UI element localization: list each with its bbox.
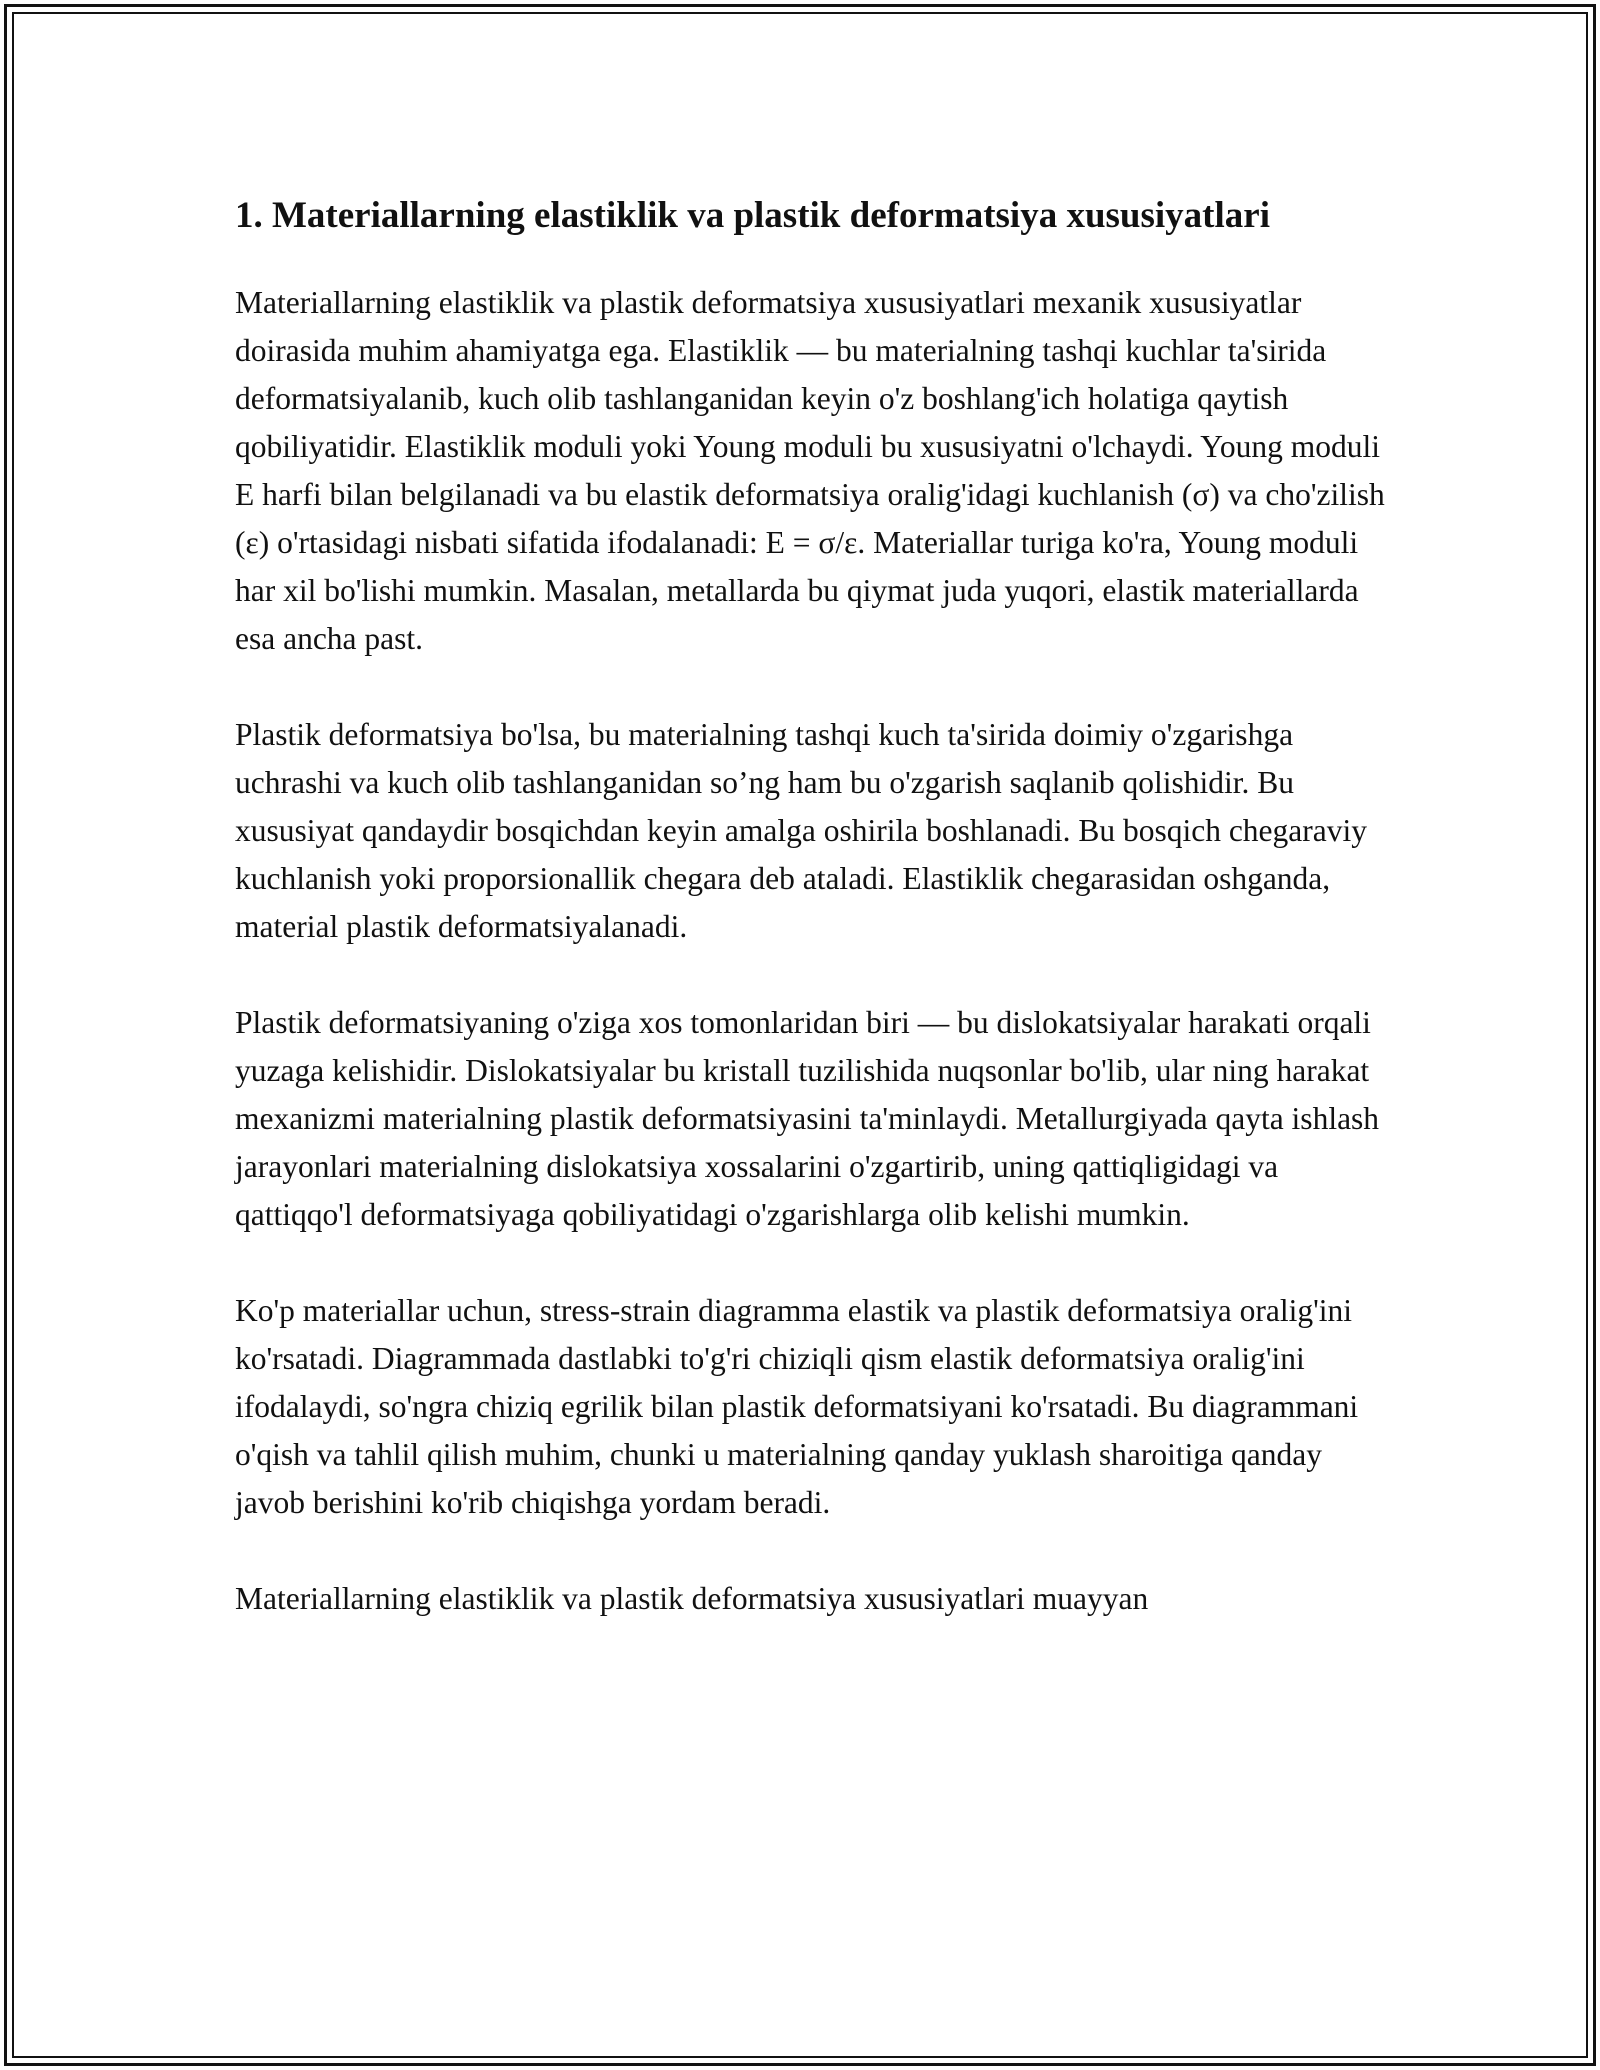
paragraph-plastic-deformation: Plastik deformatsiya bo'lsa, bu materialning tashqi kuch ta'sirida doimiy o'zgarishga uchrashi va kuch olib tashlanganidan so’ng ham bu o'zgarish saqlanib qolishidir. Bu xususiyat qandaydir bosqichdan keyin amalga oshirila boshlanadi. Bu bosqich chegaraviy kuchlanish yoki proporsionallik chegara deb ataladi. Elastiklik chegarasidan oshganda, material plastik deformatsiyalanadi. — [235, 717, 1367, 944]
document-page — [235, 188, 1385, 1671]
section-heading: 1. Materiallarning elastiklik va plastik deformatsiya xususiyatlari — [235, 195, 1270, 236]
paragraph-continuation: Materiallarning elastiklik va plastik deformatsiya xususiyatlari muayyan — [235, 1581, 1149, 1616]
paragraph-elasticity: Materiallarning elastiklik va plastik deformatsiya xususiyatlari mexanik xususiyatlar doirasida muhim ahamiyatga ega. Elastiklik — bu materialning tashqi kuchlar ta'sirida deformatsiyalanib, kuch olib tashlanganidan keyin o'z boshlang'ich holatiga qaytish qobiliyatidir. Elastiklik moduli yoki Young moduli bu xususiyatni o'lchaydi. Young moduli E harfi bilan belgilanadi va bu elastik deformatsiya oralig'idagi kuchlanish (σ) va cho'zilish (ε) o'rtasidagi nisbati sifatida ifodalanadi: E = σ/ε. Materiallar turiga ko'ra, Young moduli har xil bo'lishi mumkin. Masalan, metallarda bu qiymat juda yuqori, elastik materiallarda esa ancha past. — [235, 285, 1385, 656]
paragraph-stress-strain: Ko'p materiallar uchun, stress-strain diagramma elastik va plastik deformatsiya oralig'ini ko'rsatadi. Diagrammada dastlabki to'g'ri chiziqli qism elastik deformatsiya oralig'ini ifodalaydi, so'ngra chiziq egrilik bilan plastik deformatsiyani ko'rsatadi. Bu diagrammani o'qish va tahlil qilish muhim, chunki u materialning qanday yuklash sharoitiga qanday javob berishini ko'rib chiqishga yordam beradi. — [235, 1293, 1359, 1520]
paragraph-dislocations: Plastik deformatsiyaning o'ziga xos tomonlaridan biri — bu dislokatsiyalar harakati orqali yuzaga kelishidir. Dislokatsiyalar bu kristall tuzilishida nuqsonlar bo'lib, ular ning harakat mexanizmi materialning plastik deformatsiyasini ta'minlaydi. Metallurgiyada qayta ishlash jarayonlari materialning dislokatsiya xossalarini o'zgartirib, uning qattiqligidagi va qattiqqo'l deformatsiyaga qobiliyatidagi o'zgarishlarga olib kelishi mumkin. — [235, 1005, 1380, 1232]
